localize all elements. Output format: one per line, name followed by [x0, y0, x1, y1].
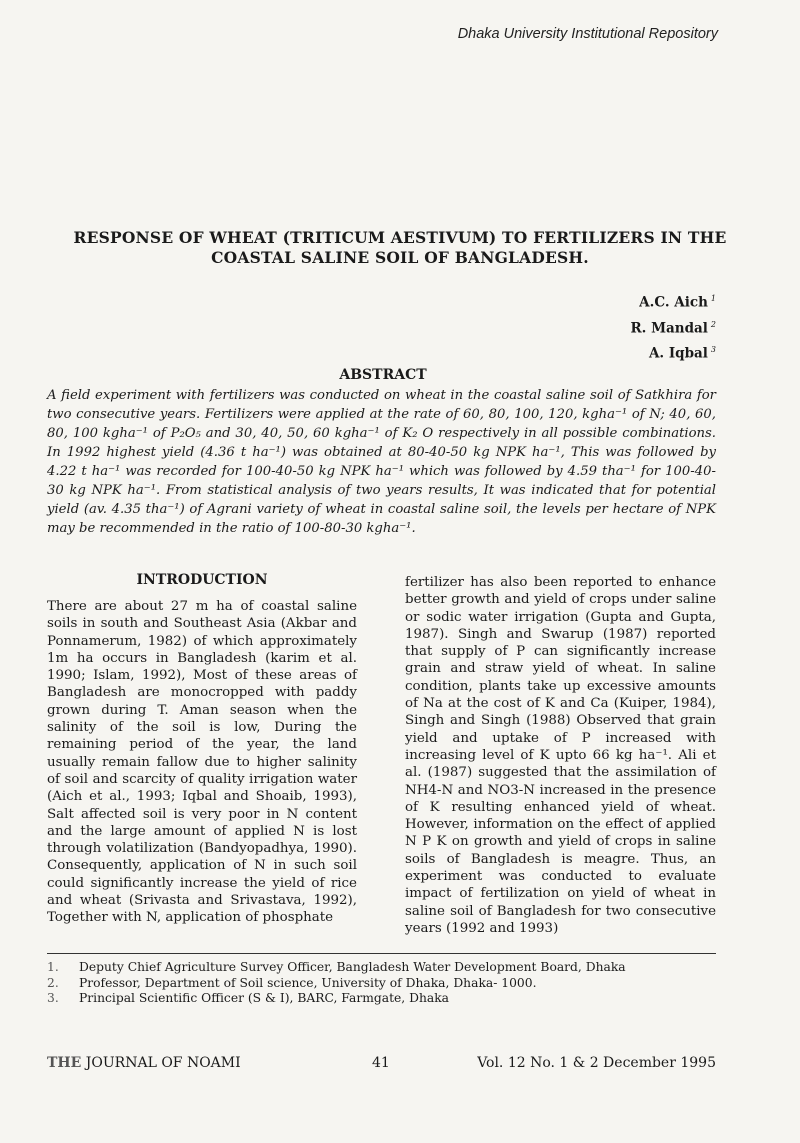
footnote: [47, 976, 716, 992]
author-name: R. Mandal: [630, 320, 708, 336]
journal-prefix: THE: [47, 1055, 82, 1071]
author-mark: 2: [710, 319, 716, 329]
journal-title: JOURNAL OF NOAMI: [81, 1055, 241, 1071]
repository-header: Dhaka University Institutional Repository: [457, 26, 718, 42]
footnote-text: Deputy Chief Agriculture Survey Officer, Bangladesh Water Development Board, Dhaka: [79, 960, 626, 974]
footnote-number: 1.: [47, 960, 59, 974]
author-mark: 1: [710, 294, 716, 303]
footnote-text: Professor, Department of Soil science, University of Dhaka, Dhaka- 1000.: [79, 975, 537, 990]
author: [630, 288, 716, 314]
body-column-left: There are about 27 m ha of coastal saline soils in south and Southeast Asia (Akbar and Ponnamerum, 1982) of which approximately 1m ha occurs in Bangladesh (karim et al. 1990; Islam, 1992), Most of these areas of Bangladesh are monocropped with paddy grown during T. Aman season when the salinity of the soil is low, During the remaining period of the year, the land usually remain fallow due to higher salinity of soil and scarcity of quality irrigation water (Aich et al., 1993; Iqbal and Shoaib, 1993), Salt affected soil is very poor in N content and the large amount of applied N is lost through volatilization (Bandyopadhya, 1990). Consequently, application of N in such soil could significantly increase the yield of rice and wheat (Srivasta and Srivastava, 1992), Together with N, application of phosphate: [47, 599, 357, 926]
title-line-2: COASTAL SALINE SOIL OF BANGLADESH.: [211, 248, 589, 267]
page-number: 41: [372, 1055, 390, 1071]
author: [630, 339, 716, 365]
footnote-number: 2.: [47, 975, 59, 990]
footnote-number: 3.: [47, 991, 59, 1005]
title-line-1: RESPONSE OF WHEAT (TRITICUM AESTIVUM) TO FERTILIZERS IN THE: [73, 228, 727, 247]
abstract-heading: ABSTRACT: [339, 367, 427, 383]
footnotes: [47, 960, 716, 1007]
author-name: A. Iqbal: [648, 345, 708, 362]
paper-title: [40, 228, 760, 268]
author-list: [630, 288, 716, 365]
footnote: [47, 991, 716, 1007]
abstract-text: A field experiment with fertilizers was conducted on wheat in the coastal saline soil of Satkhira for two consecutive years. Fertilizers were applied at the rate of 60, 80, 100, 120, kgha⁻¹ of N; 40, 60, 80, 100 kgha⁻¹ of P₂O₅ and 30, 40, 50, 60 kgha⁻¹ of K₂ O respectively in all possible combinations. In 1992 highest yield (4.36 t ha⁻¹) was obtained at 80-40-50 kg NPK ha⁻¹, This was followed by 4.22 t ha⁻¹ was recorded for 100-40-50 kg NPK ha⁻¹ which was followed by 4.59 tha⁻¹ for 100-40-30 kg NPK ha⁻¹. From statistical analysis of two years results, It was indicated that for potential yield (av. 4.35 tha⁻¹) of Agrani variety of wheat in coastal saline soil, the levels per hectare of NPK may be recommended in the ratio of 100-80-30 kgha⁻¹.: [47, 388, 716, 536]
footnote-text: Principal Scientific Officer (S & I), BARC, Farmgate, Dhaka: [79, 991, 450, 1005]
author-name: A.C. Aich: [639, 294, 708, 311]
journal-name: [47, 1055, 241, 1071]
introduction-heading: INTRODUCTION: [136, 572, 268, 588]
footnote: [47, 960, 716, 976]
volume-info: Vol. 12 No. 1 & 2 December 1995: [477, 1055, 716, 1071]
body-column-right: fertilizer has also been reported to enhance better growth and yield of crops under saline or sodic water irrigation (Gupta and Gupta, 1987). Singh and Swarup (1987) reported that supply of P can significantly increase grain and straw yield of wheat. In saline condition, plants take up excessive amounts of Na at the cost of K and Ca (Kuiper, 1984), Singh and Singh (1988) Observed that grain yield and uptake of P increased with increasing level of K upto 66 kg ha⁻¹. Ali et al. (1987) suggested that the assimilation of NH4-N and NO3-N increased in the presence of K resulting enhanced yield of wheat. However, information on the effect of applied N P K on growth and yield of crops in saline soils of Bangladesh is meagre. Thus, an experiment was conducted to evaluate impact of fertilization on yield of wheat in saline soil of Bangladesh for two consecutive years (1992 and 1993): [405, 575, 716, 936]
author-mark: 3: [710, 345, 716, 354]
author: [630, 314, 716, 340]
footnote-divider: [47, 953, 716, 954]
